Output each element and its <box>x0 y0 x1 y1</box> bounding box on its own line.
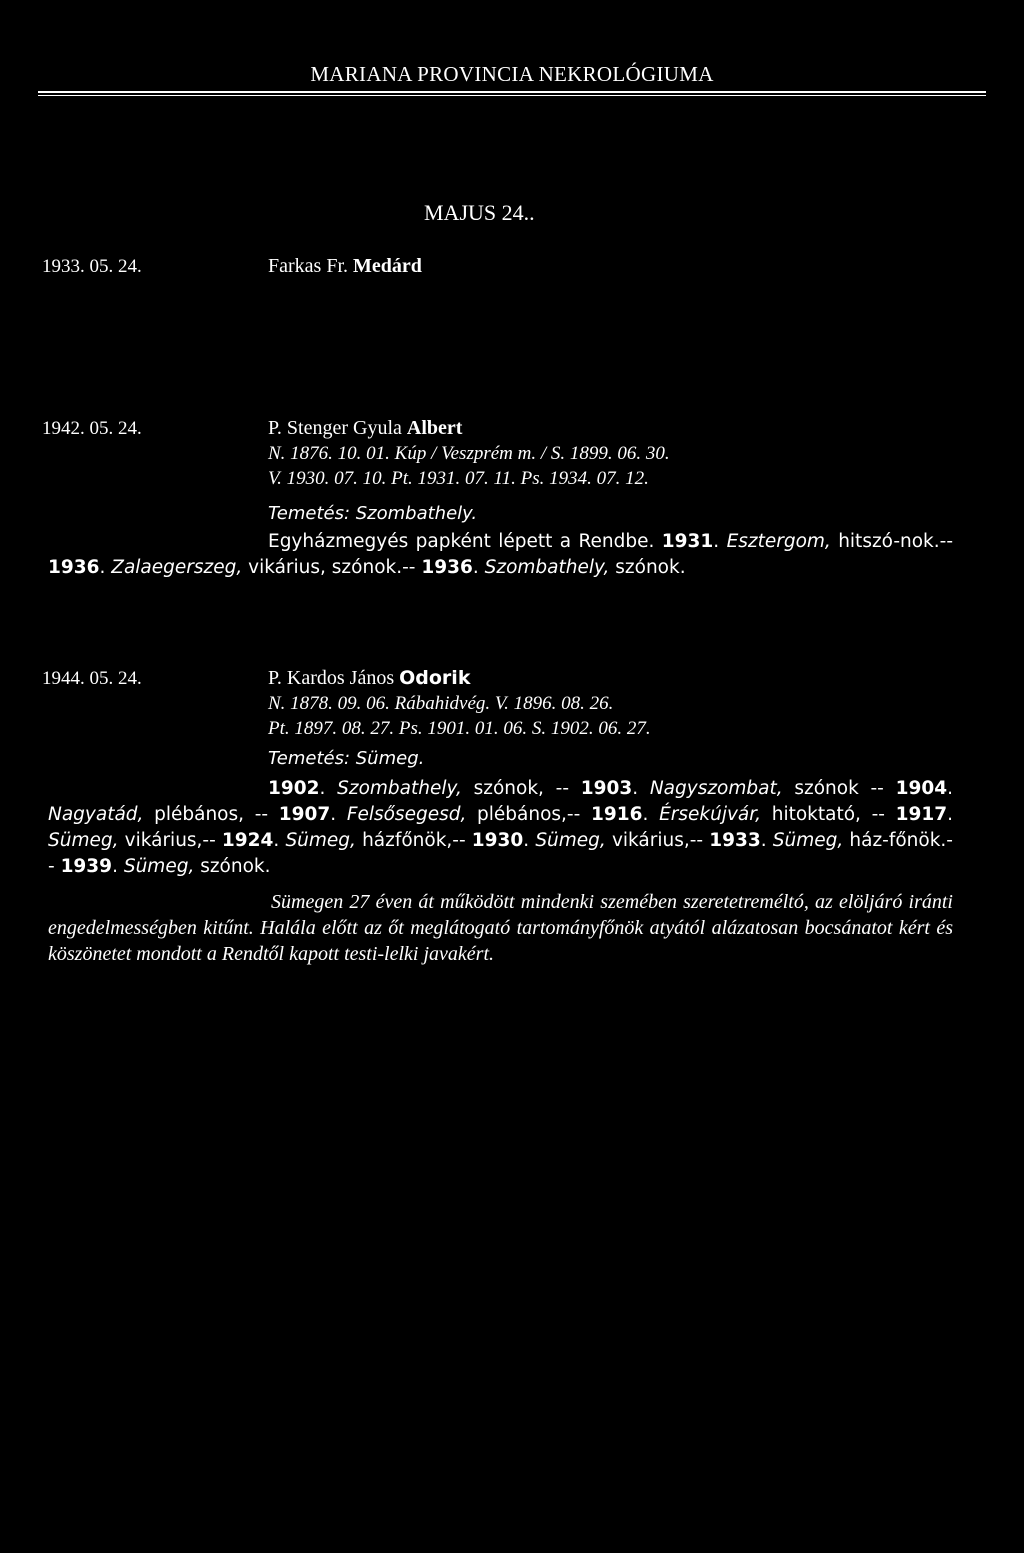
entry-data-line: N. 1876. 10. 01. Kúp / Veszprém m. / S. 1899. 06. 30. <box>268 443 670 464</box>
month-heading: MAJUS 24.. <box>424 200 535 225</box>
entry-data-line: Pt. 1897. 08. 27. Ps. 1901. 01. 06. S. 1902. 06. 27. <box>268 718 651 739</box>
entry-data-line: N. 1878. 09. 06. Rábahidvég. V. 1896. 08. 26. <box>268 693 614 714</box>
entry-date: 1933. 05. 24. <box>42 256 142 277</box>
entry-remark: Sümegen 27 éven át működött mindenki szemében szeretetreméltó, az elöljáró iránti engedelmességben kitűnt. Halála előtt az őt meglátogató tartományfőnök atyától alázatosan bocsánatot kért és köszönetet mondott a Rendtől kapott testi-lelki javakért. <box>48 891 953 965</box>
entry-burial: Temetés: Sümeg. <box>268 748 425 769</box>
entry-name: Farkas Fr. Medárd <box>268 255 422 277</box>
header-rule <box>38 91 986 93</box>
entry-date: 1942. 05. 24. <box>42 418 142 439</box>
entry-name: P. Stenger Gyula Albert <box>268 417 463 439</box>
page-header: MARIANA PROVINCIA NEKROLÓGIUMA <box>310 62 714 86</box>
entry-burial: Temetés: Szombathely. <box>268 503 478 524</box>
entry-date: 1944. 05. 24. <box>42 668 142 689</box>
header-rule-thin <box>38 95 986 96</box>
entry-name: P. Kardos János Odorik <box>268 667 471 689</box>
entry-biography: Egyházmegyés papként lépett a Rendbe. 1931. Esztergom, hitszó-nok.-- 1936. Zalaegerszeg, vikárius, szónok.-- 1936. Szombathely, szónok. <box>48 531 953 578</box>
entry-data-line: V. 1930. 07. 10. Pt. 1931. 07. 11. Ps. 1934. 07. 12. <box>268 468 649 489</box>
entry-biography: 1902. Szombathely, szónok, -- 1903. Nagyszombat, szónok -- 1904. Nagyatád, plébános, -- 1907. Felsősegesd, plébános,-- 1916. Érsekújvár, hitoktató, -- 1917. Sümeg, vikárius,-- 1924. Sümeg, házfőnök,-- 1930. Sümeg, vikárius,-- 1933. Sümeg, ház-főnök.-- 1939. Sümeg, szónok. <box>48 778 954 877</box>
